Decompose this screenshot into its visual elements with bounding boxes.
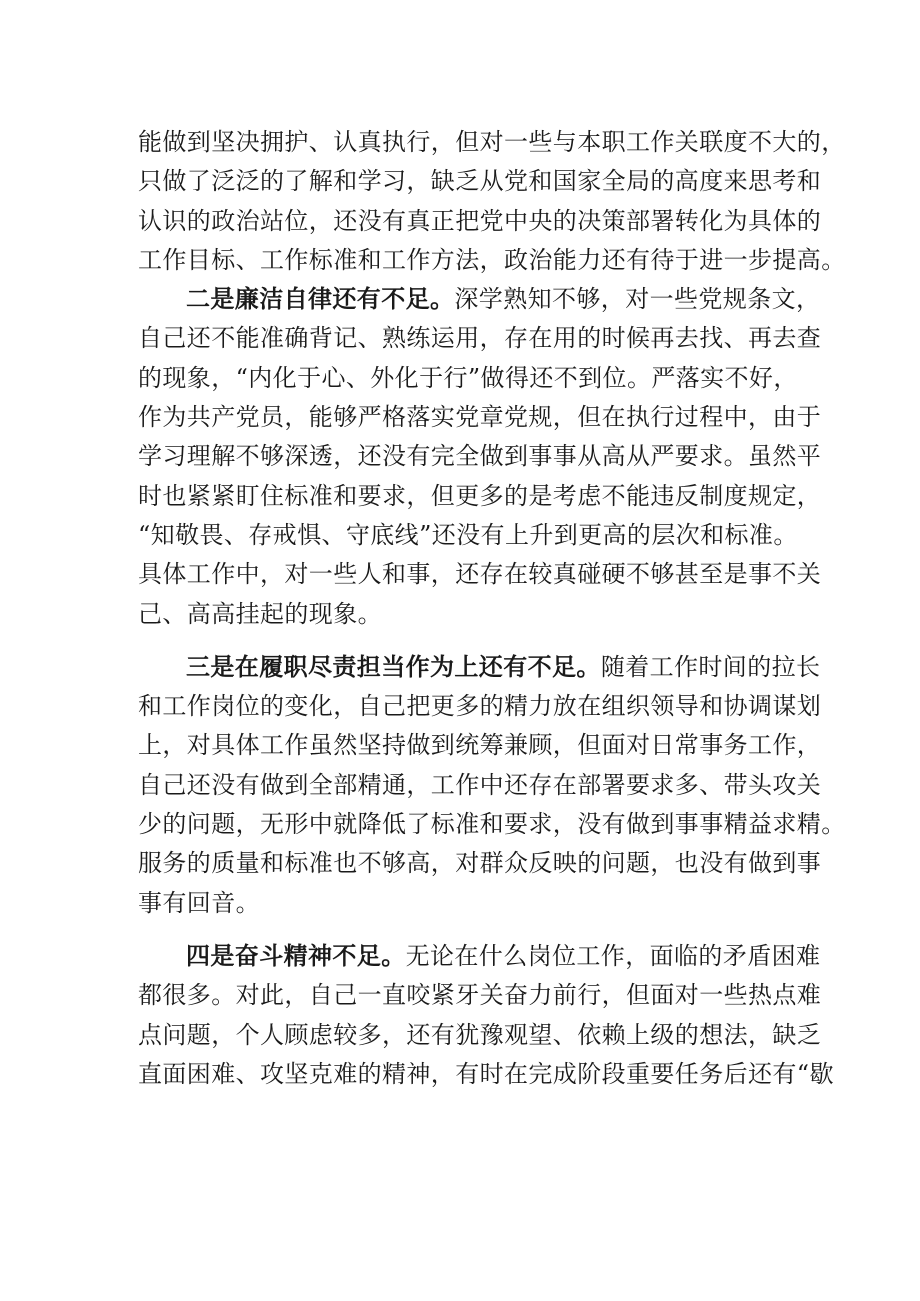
text-line: 自己还不能准确背记、熟练运用，存在用的时候再去找、再去查: [138, 324, 822, 353]
text-line: 能做到坚决拥护、认真执行，但对一些与本职工作关联度不大的，: [138, 128, 846, 156]
paragraph-striving: [138, 937, 834, 1094]
text-line: 工作目标、工作标准和工作方法，政治能力还有待于进一步提高。: [138, 245, 846, 274]
text-line: 时也紧紧盯住标准和要求，但更多的是考虑不能违反制度规定，: [138, 481, 822, 510]
text-line: 具体工作中，对一些人和事，还存在较真碰硬不够甚至是事不关: [138, 560, 822, 589]
text-line: 服务的质量和标准也不够高，对群众反映的问题，也没有做到事: [138, 849, 822, 878]
text-line: 认识的政治站位，还没有真正把党中央的决策部署转化为具体的: [138, 206, 822, 235]
text-line: 少的问题，无形中就降低了标准和要求，没有做到事事精益求精。: [138, 810, 846, 839]
section-heading: 二是廉洁自律还有不足。: [186, 285, 455, 314]
text-line: 只做了泛泛的了解和学习，缺乏从党和国家全局的高度来思考和: [138, 167, 822, 196]
text-line: 和工作岗位的变化，自己把更多的精力放在组织领导和协调谋划: [138, 692, 822, 721]
text-line: 直面困难、攻坚克难的精神，有时在完成阶段重要任务后还有“歇: [138, 1059, 834, 1088]
text-line: [138, 648, 821, 687]
text-line: 都很多。对此，自己一直咬紧牙关奋力前行，但面对一些热点难: [138, 981, 822, 1010]
text-line: [138, 937, 821, 976]
text-line: 学习理解不够深透，还没有完全做到事事从高从严要求。虽然平: [138, 442, 822, 471]
text-line: 己、高高挂起的现象。: [138, 599, 382, 628]
section-heading: 三是在履职尽责担当作为上还有不足。: [186, 652, 601, 681]
paragraph-integrity: [138, 280, 822, 634]
paragraph-political-ability: [138, 123, 846, 280]
text-line: 上，对具体工作虽然坚持做到统筹兼顾，但面对日常事务工作，: [138, 731, 822, 760]
paragraph-gap: [138, 634, 808, 648]
text-line: 点问题，个人顾虑较多，还有犹豫观望、依赖上级的想法，缺乏: [138, 1020, 822, 1049]
document-body: [138, 123, 846, 1094]
text-line: 事有回音。: [138, 888, 260, 917]
paragraph-gap: [138, 923, 808, 937]
text-line: 的现象，“内化于心、外化于行”做得还不到位。严落实不好，: [138, 363, 798, 392]
paragraph-duty: [138, 648, 846, 923]
text-line: 自己还没有做到全部精通，工作中还存在部署要求多、带头攻关: [138, 770, 822, 799]
text-run: 随着工作时间的拉长: [600, 652, 821, 681]
section-heading: 四是奋斗精神不足。: [186, 941, 406, 970]
text-run: 深学熟知不够，对一些党规条文，: [454, 285, 821, 314]
text-line: [138, 280, 821, 319]
text-line: “知敬畏、存戒惧、守底线”还没有上升到更高的层次和标准。: [138, 520, 798, 549]
text-run: 无论在什么岗位工作，面临的矛盾困难: [405, 941, 821, 970]
text-line: 作为共产党员，能够严格落实党章党规，但在执行过程中，由于: [138, 403, 822, 432]
